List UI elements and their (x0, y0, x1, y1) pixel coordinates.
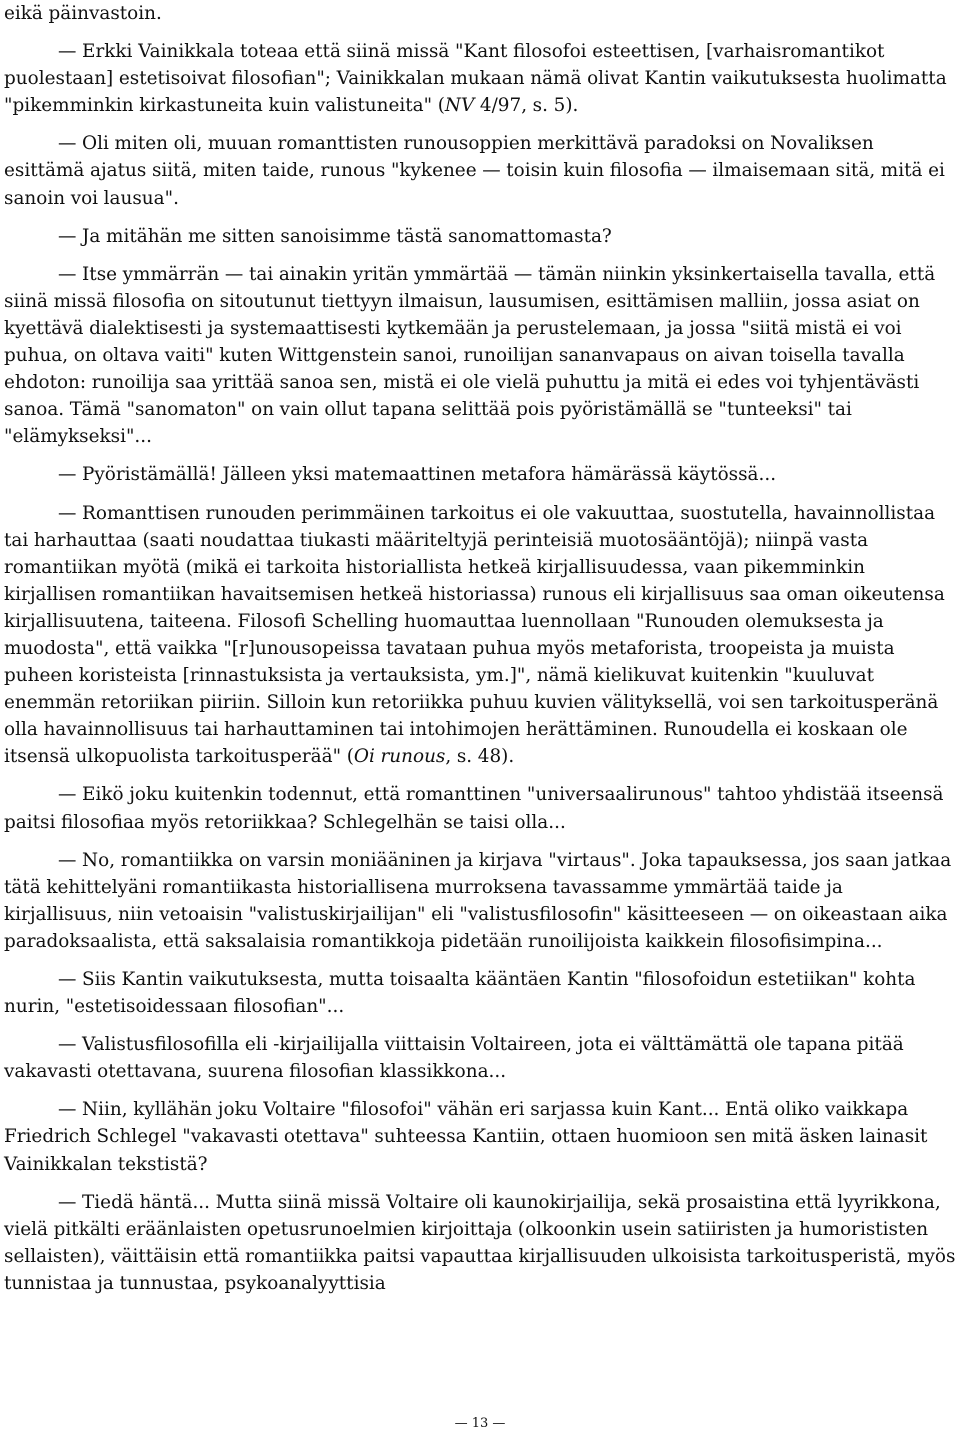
paragraph-text: — Niin, kyllähän joku Voltaire "filosofoi" vähän eri sarjassa kuin Kant... Entä oliko vaikkapa Friedrich Schlegel "vakavasti otettava" suhteessa Kantiin, ottaen huomioon sen mitä äsken lainasit Vainikkalan tekstistä? (4, 1099, 928, 1175)
paragraph-text: — Oli miten oli, muuan romanttisten runousoppien merkittävä paradoksi on Novaliksen esittämä ajatus siitä, miten taide, runous "kykenee — toisin kuin filosofia — ilmaisemaan sitä, mitä ei sanoin voi lausua". (4, 133, 945, 209)
paragraph-10 (4, 1031, 956, 1085)
paragraph-4 (4, 261, 956, 451)
paragraph-12 (4, 1189, 956, 1297)
paragraph-3 (4, 223, 956, 250)
paragraph-6 (4, 500, 956, 771)
paragraph-text: — Valistusfilosofilla eli -kirjailijalla viittaisin Voltaireen, jota ei välttämättä ole tapana pitää vakavasti otettavana, suurena filosofian klassikkona... (4, 1034, 904, 1083)
paragraph-0 (4, 0, 956, 27)
paragraph-text: 4/97, s. 5). (474, 95, 579, 117)
paragraph-text: — Romanttisen runouden perimmäinen tarkoitus ei ole vakuuttaa, suostutella, havainnollistaa tai harhauttaa (saati noudattaa tiukasti määriteltyjä perinteisiä muotosääntöjä); niinpä vasta romantiikan myötä (mikä ei tarkoita historiallista hetkeä kirjallisuudessa, vaan pikemminkin kirjallisen romantiikan havaitsemisen hetkeä historiassa) runous eli kirjallisuus saa oman oikeutensa kirjallisuutena, taiteena. Filosofi Schelling huomauttaa luennollaan "Runouden olemuksesta ja muodosta", että vaikka "[r]unousopeissa tavataan puhua myös metaforista, troopeista ja muista puheen koristeista [rinnastuksista ja vertauksista, ym.]", nämä kielikuvat kuitenkin "kuuluvat enemmän retoriikan piiriin. Silloin kun retoriikka puhuu kuvien välityksellä, voi sen tarkoitusperänä olla havainnollisuus tai harhauttaminen tai intohimojen herättäminen. Runoudella ei koskaan ole itsensä ulkopuolista tarkoitusperää" ( (4, 502, 945, 768)
page-number: — 13 — (454, 1416, 506, 1431)
paragraph-1 (4, 38, 956, 119)
paragraph-text: — Erkki Vainikkala toteaa että siinä missä "Kant filosofoi esteettisen, [varhaisromantikot puolestaan] estetisoivat filosofian"; Vainikkalan mukaan nämä olivat Kantin vaikutuksesta huolimatta "pikemminkin kirkastuneita kuin valistuneita" ( (4, 41, 947, 117)
document-body (4, 0, 956, 1297)
paragraph-text: — Pyöristämällä! Jälleen yksi matemaattinen metafora hämärässä käytössä... (58, 464, 777, 486)
paragraph-text: — Ja mitähän me sitten sanoisimme tästä sanomattomasta? (58, 225, 612, 247)
paragraph-text: — Tiedä häntä... Mutta siinä missä Voltaire oli kaunokirjailija, sekä prosaistina että lyyrikkona, vielä pitkälti eräänlaisten opetusrunoelmien kirjoittaja (olkoonkin usein satiiristen ja humorististen sellaisten), väittäisin että romantiikka paitsi vapauttaa kirjallisuuden ulkoisista tarkoitusperistä, myös tunnistaa ja tunnustaa, psykoanalyyttisia (4, 1191, 956, 1294)
paragraph-text: — Eikö joku kuitenkin todennut, että romanttinen "universaalirunous" tahtoo yhdistää itseensä paitsi filosofiaa myös retoriikkaa? Schlegelhän se taisi olla... (4, 784, 944, 833)
citation-italic: NV (444, 95, 475, 117)
paragraph-text: , s. 48). (445, 746, 515, 768)
paragraph-text: — Siis Kantin vaikutuksesta, mutta toisaalta kääntäen Kantin "filosofoidun estetiikan" kohta nurin, "estetisoidessaan filosofian"... (4, 969, 916, 1018)
paragraph-11 (4, 1096, 956, 1177)
paragraph-text: eikä päinvastoin. (4, 3, 162, 24)
paragraph-9 (4, 966, 956, 1020)
paragraph-text: — No, romantiikka on varsin moniääninen ja kirjava "virtaus". Joka tapauksessa, jos saan jatkaa tätä kehittelyäni romantiikasta historiallisena murroksena tavassamme ymmärtää taide ja kirjallisuus, niin vetoaisin "valistuskirjailijan" eli "valistusfilosofin" käsitteeseen — on oikeastaan aika paradoksaalista, että saksalaisia romantikkoja pidetään runoilijoista kaikkein filosofisimpina... (4, 849, 952, 952)
citation-italic: Oi runous (353, 746, 446, 768)
paragraph-text: — Itse ymmärrän — tai ainakin yritän ymmärtää — tämän niinkin yksinkertaisella tavalla, että siinä missä filosofia on sitoutunut tiettyyn ilmaisun, lausumisen, esittämisen malliin, jossa asiat on kyettävä dialektisesti ja systemaattisesti kytkemään ja perustelemaan, ja jossa "siitä mistä ei voi puhua, on oltava vaiti" kuten Wittgenstein sanoi, runoilijan sananvapaus on aivan toisella tavalla ehdoton: runoilija saa yrittää sanoa sen, mistä ei ole vielä puhuttu ja mitä ei edes voi tyhjentävästi sanoa. Tämä "sanomaton" on vain ollut tapana selittää pois pyöristämällä se "tunteeksi" tai "elämykseksi"... (4, 263, 936, 448)
paragraph-2 (4, 130, 956, 211)
paragraph-8 (4, 847, 956, 955)
paragraph-5 (4, 461, 956, 488)
paragraph-7 (4, 781, 956, 835)
